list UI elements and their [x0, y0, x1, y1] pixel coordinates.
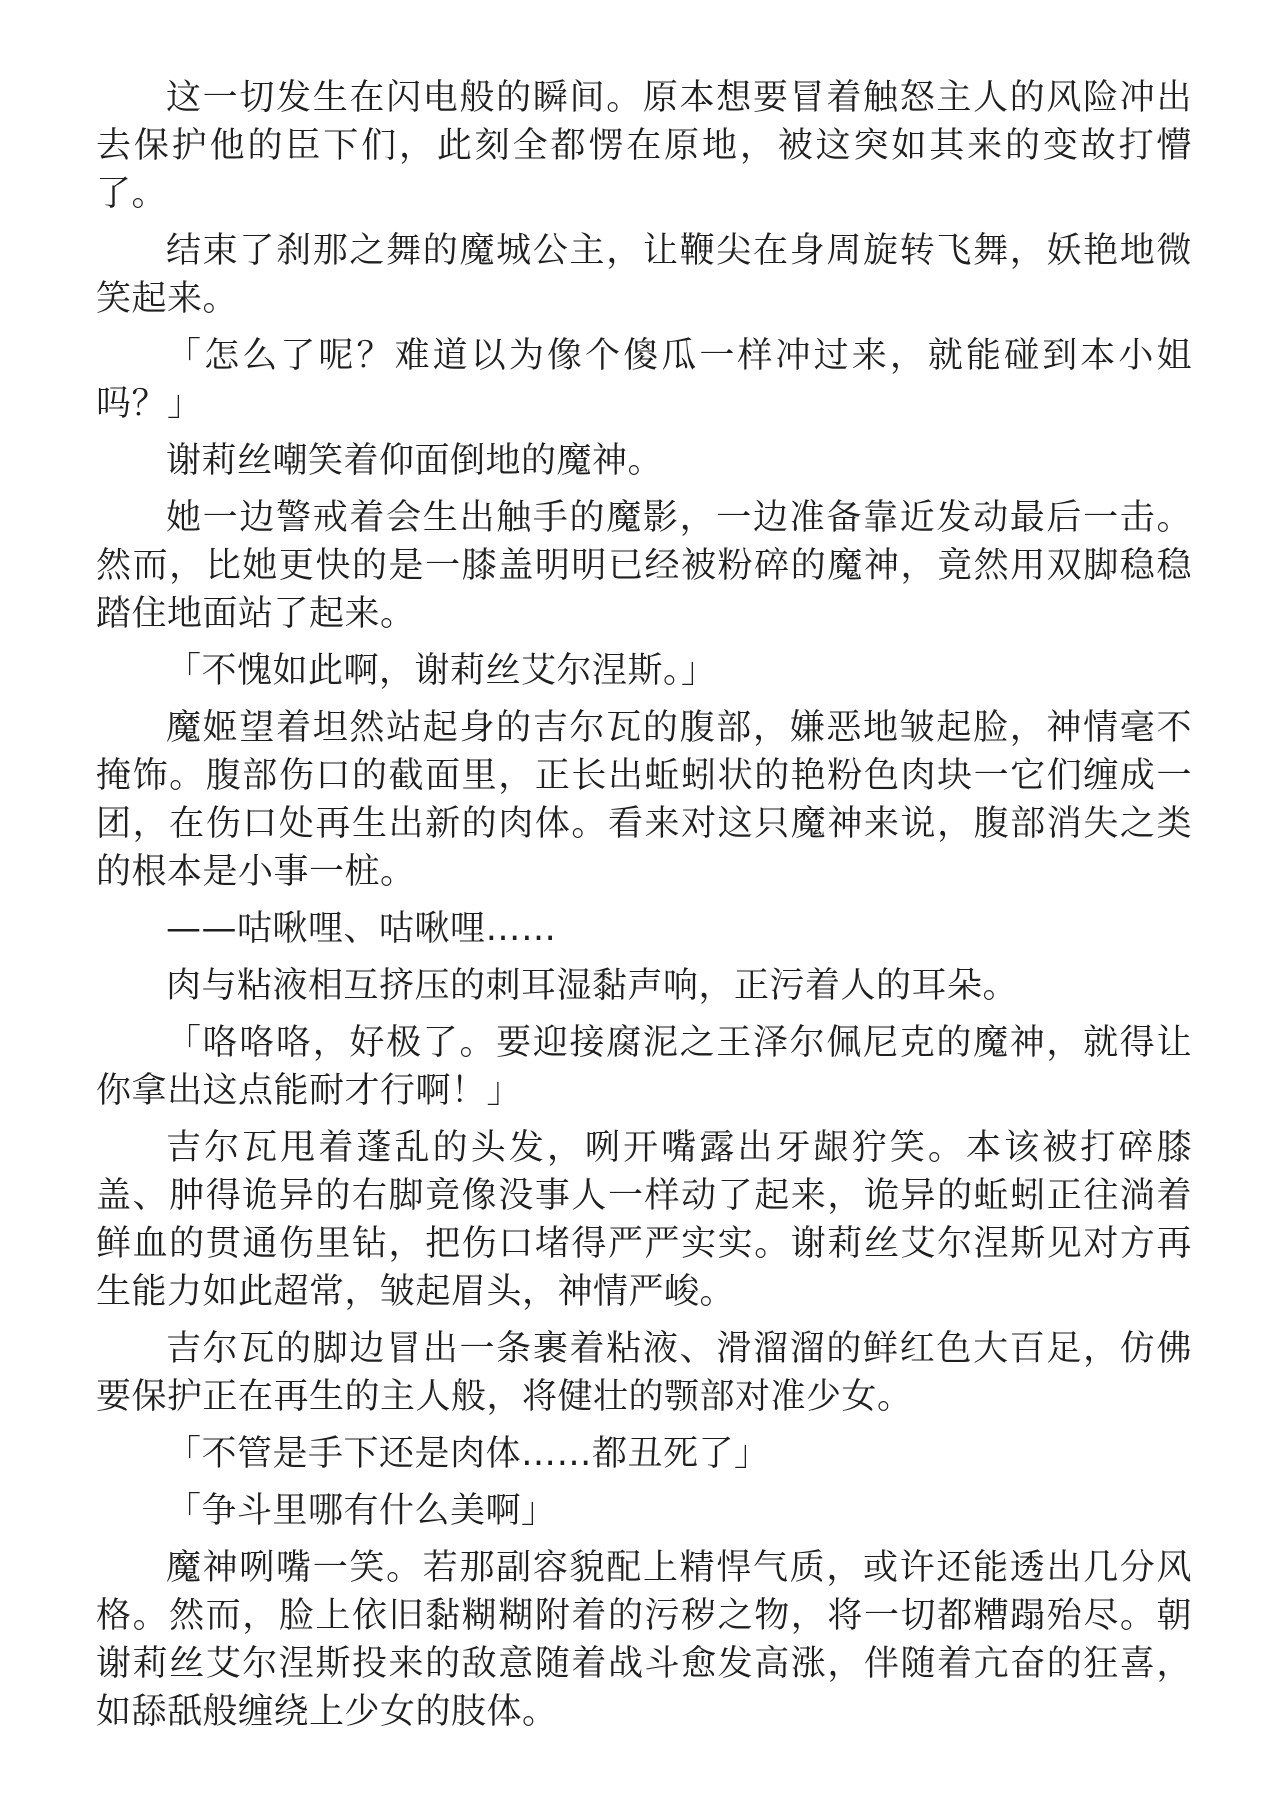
paragraph: 「怎么了呢？难道以为像个傻瓜一样冲过来，就能碰到本小姐吗？」: [96, 336, 1192, 424]
paragraph: 结束了刹那之舞的魔城公主，让鞭尖在身周旋转飞舞，妖艳地微笑起来。: [96, 231, 1192, 319]
paragraph: 魔姬望着坦然站起身的吉尔瓦的腹部，嫌恶地皱起脸，神情毫不掩饰。腹部伤口的截面里，正长出蚯蚓状的艳粉色肉块一它们缠成一团，在伤口处再生出新的肉体。看来对这只魔神来说，腹部消失之类的根本是小事一桩。: [96, 708, 1192, 892]
paragraph: 「不愧如此啊，谢莉丝艾尔涅斯。」: [166, 651, 717, 691]
paragraph: 吉尔瓦甩着蓬乱的头发，咧开嘴露出牙龈狞笑。本该被打碎膝盖、肿得诡异的右脚竟像没事人一样动了起来，诡异的蚯蚓正往淌着鲜血的贯通伤里钻，把伤口堵得严严实实。谢莉丝艾尔涅斯见对方再生能力如此超常，皱起眉头，神情严峻。: [96, 1128, 1192, 1312]
paragraph: 她一边警戒着会生出触手的魔影，一边准备靠近发动最后一击。然而，比她更快的是一膝盖明明已经被粉碎的魔神，竟然用双脚稳稳踏住地面站了起来。: [96, 498, 1192, 634]
paragraph: 魔神咧嘴一笑。若那副容貌配上精悍气质，或许还能透出几分风格。然而，脸上依旧黏糊糊附着的污秽之物，将一切都糟蹋殆尽。朝谢莉丝艾尔涅斯投来的敌意随着战斗愈发高涨，伴随着亢奋的狂喜，如舔舐般缠绕上少女的肢体。: [96, 1548, 1192, 1732]
paragraph: 吉尔瓦的脚边冒出一条裹着粘液、滑溜溜的鲜红色大百足，仿佛要保护正在再生的主人般，将健壮的颚部对准少女。: [96, 1329, 1192, 1417]
paragraph: 「不管是手下还是肉体……都丑死了」: [166, 1434, 770, 1474]
document-page: [96, 74, 1192, 1745]
paragraph: 谢莉丝嘲笑着仰面倒地的魔神。: [166, 441, 664, 481]
paragraph: ——咕啾哩、咕啾哩……: [166, 909, 557, 949]
paragraph: 「咯咯咯，好极了。要迎接腐泥之王泽尔佩尼克的魔神，就得让你拿出这点能耐才行啊！」: [96, 1023, 1192, 1111]
paragraph: 这一切发生在闪电般的瞬间。原本想要冒着触怒主人的风险冲出去保护他的臣下们，此刻全都愣在原地，被这突如其来的变故打懵了。: [96, 78, 1192, 214]
paragraph: 肉与粘液相互挤压的刺耳湿黏声响，正污着人的耳朵。: [166, 966, 1019, 1006]
paragraph: 「争斗里哪有什么美啊」: [166, 1491, 557, 1531]
